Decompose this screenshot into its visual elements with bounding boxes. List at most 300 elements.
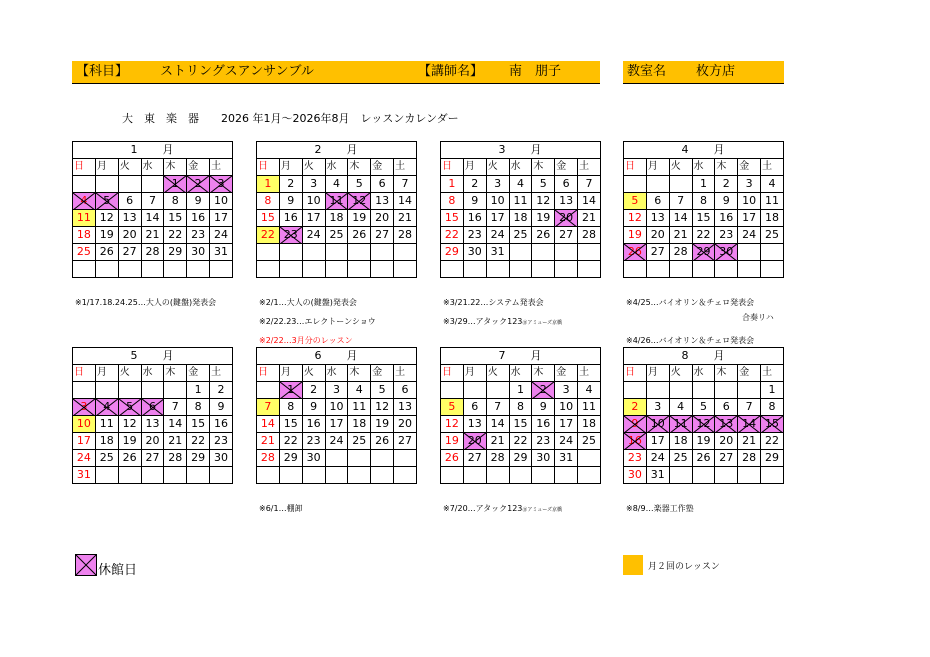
day-cell: 6	[118, 193, 141, 210]
empty-cell	[486, 261, 509, 278]
empty-cell	[394, 244, 417, 261]
weekday-header: 火	[118, 159, 141, 176]
empty-cell	[187, 467, 210, 484]
closed-day-cell: 5	[95, 193, 118, 210]
empty-cell	[532, 244, 555, 261]
subject-name: ストリングスアンサンブル	[160, 64, 314, 79]
day-cell: 9	[187, 193, 210, 210]
weekday-header: 水	[325, 365, 348, 382]
empty-cell	[302, 244, 325, 261]
day-cell: 10	[738, 193, 761, 210]
weekday-header: 日	[441, 159, 464, 176]
day-cell: 11	[509, 193, 532, 210]
day-cell: 26	[441, 450, 464, 467]
closed-day-cell: 2	[187, 176, 210, 193]
closed-day-cell: 3	[73, 399, 96, 416]
empty-cell	[73, 261, 96, 278]
closed-day-cell: 16	[624, 433, 647, 450]
empty-cell	[578, 467, 601, 484]
empty-cell	[624, 382, 647, 399]
empty-cell	[95, 176, 118, 193]
day-cell: 11	[73, 210, 96, 227]
month-title: 5 月	[73, 348, 233, 365]
day-cell: 9	[715, 193, 738, 210]
day-cell: 26	[118, 450, 141, 467]
day-cell: 24	[302, 227, 325, 244]
empty-cell	[371, 261, 394, 278]
day-cell: 11	[761, 193, 784, 210]
day-cell: 18	[325, 210, 348, 227]
note-aug: ※8/9…楽器工作塾	[626, 504, 694, 513]
day-cell: 12	[532, 193, 555, 210]
closed-day-cell: 29	[692, 244, 715, 261]
day-cell: 22	[509, 433, 532, 450]
weekday-header: 日	[624, 365, 647, 382]
day-cell: 2	[715, 176, 738, 193]
day-cell: 23	[463, 227, 486, 244]
empty-cell	[348, 450, 371, 467]
day-cell: 27	[463, 450, 486, 467]
day-cell: 31	[486, 244, 509, 261]
twice-legend-swatch	[623, 555, 643, 575]
weekday-header: 土	[578, 159, 601, 176]
closed-day-cell: 30	[715, 244, 738, 261]
day-cell: 23	[532, 433, 555, 450]
day-cell: 3	[555, 382, 578, 399]
closed-day-cell: 4	[95, 399, 118, 416]
weekday-header: 土	[394, 159, 417, 176]
empty-cell	[532, 261, 555, 278]
day-cell: 22	[279, 433, 302, 450]
empty-cell	[279, 261, 302, 278]
day-cell: 21	[394, 210, 417, 227]
day-cell: 2	[279, 176, 302, 193]
weekday-header: 土	[761, 159, 784, 176]
empty-cell	[73, 382, 96, 399]
day-cell: 28	[141, 244, 164, 261]
day-cell: 7	[738, 399, 761, 416]
day-cell: 13	[118, 210, 141, 227]
empty-cell	[371, 450, 394, 467]
day-cell: 22	[761, 433, 784, 450]
closed-day-cell: 2	[532, 382, 555, 399]
empty-cell	[141, 176, 164, 193]
day-cell: 23	[302, 433, 325, 450]
empty-cell	[738, 261, 761, 278]
empty-cell	[463, 382, 486, 399]
empty-cell	[692, 467, 715, 484]
day-cell: 9	[302, 399, 325, 416]
day-cell: 8	[187, 399, 210, 416]
weekday-header: 土	[578, 365, 601, 382]
day-cell: 21	[164, 433, 187, 450]
day-cell: 3	[325, 382, 348, 399]
day-cell: 13	[394, 399, 417, 416]
empty-cell	[164, 261, 187, 278]
empty-cell	[509, 467, 532, 484]
day-cell: 17	[646, 433, 669, 450]
day-cell: 9	[532, 399, 555, 416]
note-apr-3: ※4/26…バイオリン＆チェロ発表会	[626, 336, 755, 345]
day-cell: 14	[257, 416, 280, 433]
day-cell: 24	[486, 227, 509, 244]
empty-cell	[646, 261, 669, 278]
calendar-jun	[256, 347, 417, 484]
note-feb-1: ※2/1…大人の(鍵盤)発表会	[259, 298, 357, 307]
closed-day-cell: 9	[624, 416, 647, 433]
weekday-header: 水	[509, 365, 532, 382]
weekday-header: 木	[715, 365, 738, 382]
day-cell: 10	[73, 416, 96, 433]
empty-cell	[738, 467, 761, 484]
day-cell: 12	[624, 210, 647, 227]
day-cell: 8	[279, 399, 302, 416]
day-cell: 25	[578, 433, 601, 450]
day-cell: 4	[509, 176, 532, 193]
day-cell: 6	[463, 399, 486, 416]
weekday-header: 月	[463, 365, 486, 382]
day-cell: 2	[210, 382, 233, 399]
closed-day-cell: 20	[463, 433, 486, 450]
empty-cell	[141, 467, 164, 484]
weekday-header: 日	[257, 159, 280, 176]
calendar-feb	[256, 141, 417, 278]
day-cell: 12	[118, 416, 141, 433]
closed-day-cell: 12	[692, 416, 715, 433]
day-cell: 1	[692, 176, 715, 193]
day-cell: 28	[669, 244, 692, 261]
weekday-header: 月	[646, 365, 669, 382]
closed-day-cell: 14	[738, 416, 761, 433]
note-feb-2: ※2/22.23…エレクトーンショウ	[259, 317, 376, 326]
empty-cell	[118, 261, 141, 278]
empty-cell	[669, 261, 692, 278]
day-cell: 24	[210, 227, 233, 244]
day-cell: 8	[692, 193, 715, 210]
empty-cell	[715, 261, 738, 278]
empty-cell	[463, 467, 486, 484]
day-cell: 4	[578, 382, 601, 399]
weekday-header: 水	[692, 159, 715, 176]
weekday-header: 火	[669, 159, 692, 176]
day-cell: 14	[669, 210, 692, 227]
day-cell: 12	[441, 416, 464, 433]
day-cell: 6	[394, 382, 417, 399]
day-cell: 5	[624, 193, 647, 210]
weekday-header: 日	[441, 365, 464, 382]
empty-cell	[555, 467, 578, 484]
day-cell: 17	[738, 210, 761, 227]
empty-cell	[95, 467, 118, 484]
day-cell: 18	[348, 416, 371, 433]
month-title: 3 月	[441, 142, 601, 159]
empty-cell	[95, 261, 118, 278]
day-cell: 27	[715, 450, 738, 467]
day-cell: 4	[669, 399, 692, 416]
day-cell: 24	[555, 433, 578, 450]
weekday-header: 水	[141, 159, 164, 176]
closed-day-cell: 1	[164, 176, 187, 193]
day-cell: 5	[692, 399, 715, 416]
empty-cell	[257, 467, 280, 484]
day-cell: 17	[73, 433, 96, 450]
weekday-header: 木	[164, 159, 187, 176]
day-cell: 20	[141, 433, 164, 450]
day-cell: 12	[95, 210, 118, 227]
day-cell: 4	[325, 176, 348, 193]
note-apr-2: 合奏リハ	[742, 313, 774, 322]
day-cell: 16	[187, 210, 210, 227]
day-cell: 12	[371, 399, 394, 416]
day-cell: 25	[761, 227, 784, 244]
closed-day-cell: 1	[279, 382, 302, 399]
day-cell: 20	[646, 227, 669, 244]
weekday-header: 土	[210, 159, 233, 176]
day-cell: 19	[348, 210, 371, 227]
teacher-name: 南 朋子	[509, 64, 562, 79]
twice-legend-label: 月２回のレッスン	[648, 562, 720, 572]
day-cell: 11	[348, 399, 371, 416]
empty-cell	[715, 382, 738, 399]
day-cell: 25	[509, 227, 532, 244]
day-cell: 31	[555, 450, 578, 467]
empty-cell	[325, 450, 348, 467]
day-cell: 26	[532, 227, 555, 244]
calendar-may	[72, 347, 233, 484]
empty-cell	[371, 244, 394, 261]
day-cell: 18	[761, 210, 784, 227]
day-cell: 15	[164, 210, 187, 227]
day-cell: 7	[164, 399, 187, 416]
day-cell: 30	[302, 450, 325, 467]
note-mar-2-text: ※3/29…アタック123	[443, 317, 523, 326]
day-cell: 4	[348, 382, 371, 399]
day-cell: 17	[325, 416, 348, 433]
weekday-header: 水	[325, 159, 348, 176]
note-jun: ※6/1…棚卸	[259, 504, 303, 513]
weekday-header: 金	[555, 159, 578, 176]
empty-cell	[441, 467, 464, 484]
day-cell: 14	[578, 193, 601, 210]
day-cell: 15	[441, 210, 464, 227]
day-cell: 24	[646, 450, 669, 467]
day-cell: 22	[187, 433, 210, 450]
day-cell: 10	[210, 193, 233, 210]
day-cell: 31	[73, 467, 96, 484]
empty-cell	[486, 382, 509, 399]
weekday-header: 金	[738, 159, 761, 176]
day-cell: 19	[532, 210, 555, 227]
calendar-jul	[440, 347, 601, 484]
empty-cell	[210, 261, 233, 278]
calendar-apr	[623, 141, 784, 278]
day-cell: 22	[257, 227, 280, 244]
day-cell: 15	[509, 416, 532, 433]
day-cell: 21	[486, 433, 509, 450]
day-cell: 28	[164, 450, 187, 467]
month-title: 2 月	[257, 142, 417, 159]
day-cell: 24	[738, 227, 761, 244]
empty-cell	[624, 176, 647, 193]
day-cell: 28	[578, 227, 601, 244]
day-cell: 15	[187, 416, 210, 433]
day-cell: 4	[761, 176, 784, 193]
note-jul-venue: ＠アミューズ京橋	[522, 507, 563, 513]
weekday-header: 火	[486, 365, 509, 382]
day-cell: 28	[257, 450, 280, 467]
weekday-header: 木	[348, 159, 371, 176]
empty-cell	[187, 261, 210, 278]
day-cell: 20	[118, 227, 141, 244]
empty-cell	[555, 244, 578, 261]
day-cell: 7	[669, 193, 692, 210]
day-cell: 16	[463, 210, 486, 227]
day-cell: 7	[578, 176, 601, 193]
day-cell: 16	[715, 210, 738, 227]
weekday-header: 金	[371, 159, 394, 176]
day-cell: 17	[486, 210, 509, 227]
month-title: 1 月	[73, 142, 233, 159]
closed-day-cell: 23	[279, 227, 302, 244]
day-cell: 29	[509, 450, 532, 467]
day-cell: 25	[73, 244, 96, 261]
empty-cell	[509, 261, 532, 278]
day-cell: 1	[761, 382, 784, 399]
room-name: 枚方店	[696, 64, 736, 79]
day-cell: 1	[509, 382, 532, 399]
day-cell: 13	[371, 193, 394, 210]
empty-cell	[738, 244, 761, 261]
empty-cell	[441, 382, 464, 399]
day-cell: 14	[486, 416, 509, 433]
weekday-header: 土	[761, 365, 784, 382]
note-jul-text: ※7/20…アタック123	[443, 504, 523, 513]
day-cell: 29	[441, 244, 464, 261]
day-cell: 21	[257, 433, 280, 450]
day-cell: 5	[348, 176, 371, 193]
day-cell: 5	[441, 399, 464, 416]
weekday-header: 月	[279, 159, 302, 176]
empty-cell	[486, 467, 509, 484]
day-cell: 11	[578, 399, 601, 416]
day-cell: 19	[118, 433, 141, 450]
day-cell: 8	[164, 193, 187, 210]
empty-cell	[302, 261, 325, 278]
day-cell: 3	[302, 176, 325, 193]
day-cell: 8	[257, 193, 280, 210]
empty-cell	[692, 382, 715, 399]
empty-cell	[279, 244, 302, 261]
day-cell: 27	[646, 244, 669, 261]
weekday-header: 日	[73, 365, 96, 382]
empty-cell	[669, 176, 692, 193]
empty-cell	[325, 467, 348, 484]
closed-day-cell: 4	[73, 193, 96, 210]
empty-cell	[95, 382, 118, 399]
weekday-header: 月	[646, 159, 669, 176]
day-cell: 7	[394, 176, 417, 193]
day-cell: 18	[578, 416, 601, 433]
note-apr-1: ※4/25…バイオリン＆チェロ発表会	[626, 298, 755, 307]
weekday-header: 月	[463, 159, 486, 176]
day-cell: 8	[509, 399, 532, 416]
day-cell: 20	[715, 433, 738, 450]
day-cell: 8	[441, 193, 464, 210]
weekday-header: 日	[257, 365, 280, 382]
day-cell: 30	[624, 467, 647, 484]
day-cell: 18	[669, 433, 692, 450]
day-cell: 3	[486, 176, 509, 193]
weekday-header: 木	[532, 365, 555, 382]
day-cell: 17	[302, 210, 325, 227]
day-cell: 13	[555, 193, 578, 210]
empty-cell	[257, 382, 280, 399]
day-cell: 14	[164, 416, 187, 433]
weekday-header: 水	[509, 159, 532, 176]
day-cell: 13	[141, 416, 164, 433]
day-cell: 30	[532, 450, 555, 467]
day-cell: 14	[141, 210, 164, 227]
day-cell: 23	[210, 433, 233, 450]
day-cell: 30	[463, 244, 486, 261]
weekday-header: 木	[164, 365, 187, 382]
day-cell: 16	[279, 210, 302, 227]
empty-cell	[532, 467, 555, 484]
weekday-header: 日	[624, 159, 647, 176]
weekday-header: 水	[692, 365, 715, 382]
day-cell: 17	[555, 416, 578, 433]
day-cell: 22	[692, 227, 715, 244]
empty-cell	[761, 244, 784, 261]
empty-cell	[164, 467, 187, 484]
closed-legend-swatch	[75, 554, 97, 576]
header-bar-left	[72, 61, 600, 84]
empty-cell	[394, 450, 417, 467]
day-cell: 17	[210, 210, 233, 227]
day-cell: 28	[486, 450, 509, 467]
empty-cell	[692, 261, 715, 278]
day-cell: 9	[279, 193, 302, 210]
day-cell: 29	[187, 450, 210, 467]
weekday-header: 金	[187, 159, 210, 176]
weekday-header: 土	[210, 365, 233, 382]
day-cell: 19	[371, 416, 394, 433]
day-cell: 24	[73, 450, 96, 467]
day-cell: 15	[692, 210, 715, 227]
empty-cell	[761, 467, 784, 484]
empty-cell	[164, 382, 187, 399]
weekday-header: 火	[302, 159, 325, 176]
weekday-header: 日	[73, 159, 96, 176]
day-cell: 16	[210, 416, 233, 433]
day-cell: 18	[509, 210, 532, 227]
day-cell: 8	[761, 399, 784, 416]
empty-cell	[463, 261, 486, 278]
day-cell: 9	[463, 193, 486, 210]
day-cell: 10	[325, 399, 348, 416]
note-mar-1: ※3/21.22…システム発表会	[443, 298, 544, 307]
weekday-header: 金	[738, 365, 761, 382]
weekday-header: 木	[715, 159, 738, 176]
day-cell: 21	[578, 210, 601, 227]
day-cell: 11	[95, 416, 118, 433]
day-cell: 26	[95, 244, 118, 261]
weekday-header: 火	[486, 159, 509, 176]
weekday-header: 金	[555, 365, 578, 382]
day-cell: 20	[394, 416, 417, 433]
day-cell: 1	[187, 382, 210, 399]
calendar-mar	[440, 141, 601, 278]
